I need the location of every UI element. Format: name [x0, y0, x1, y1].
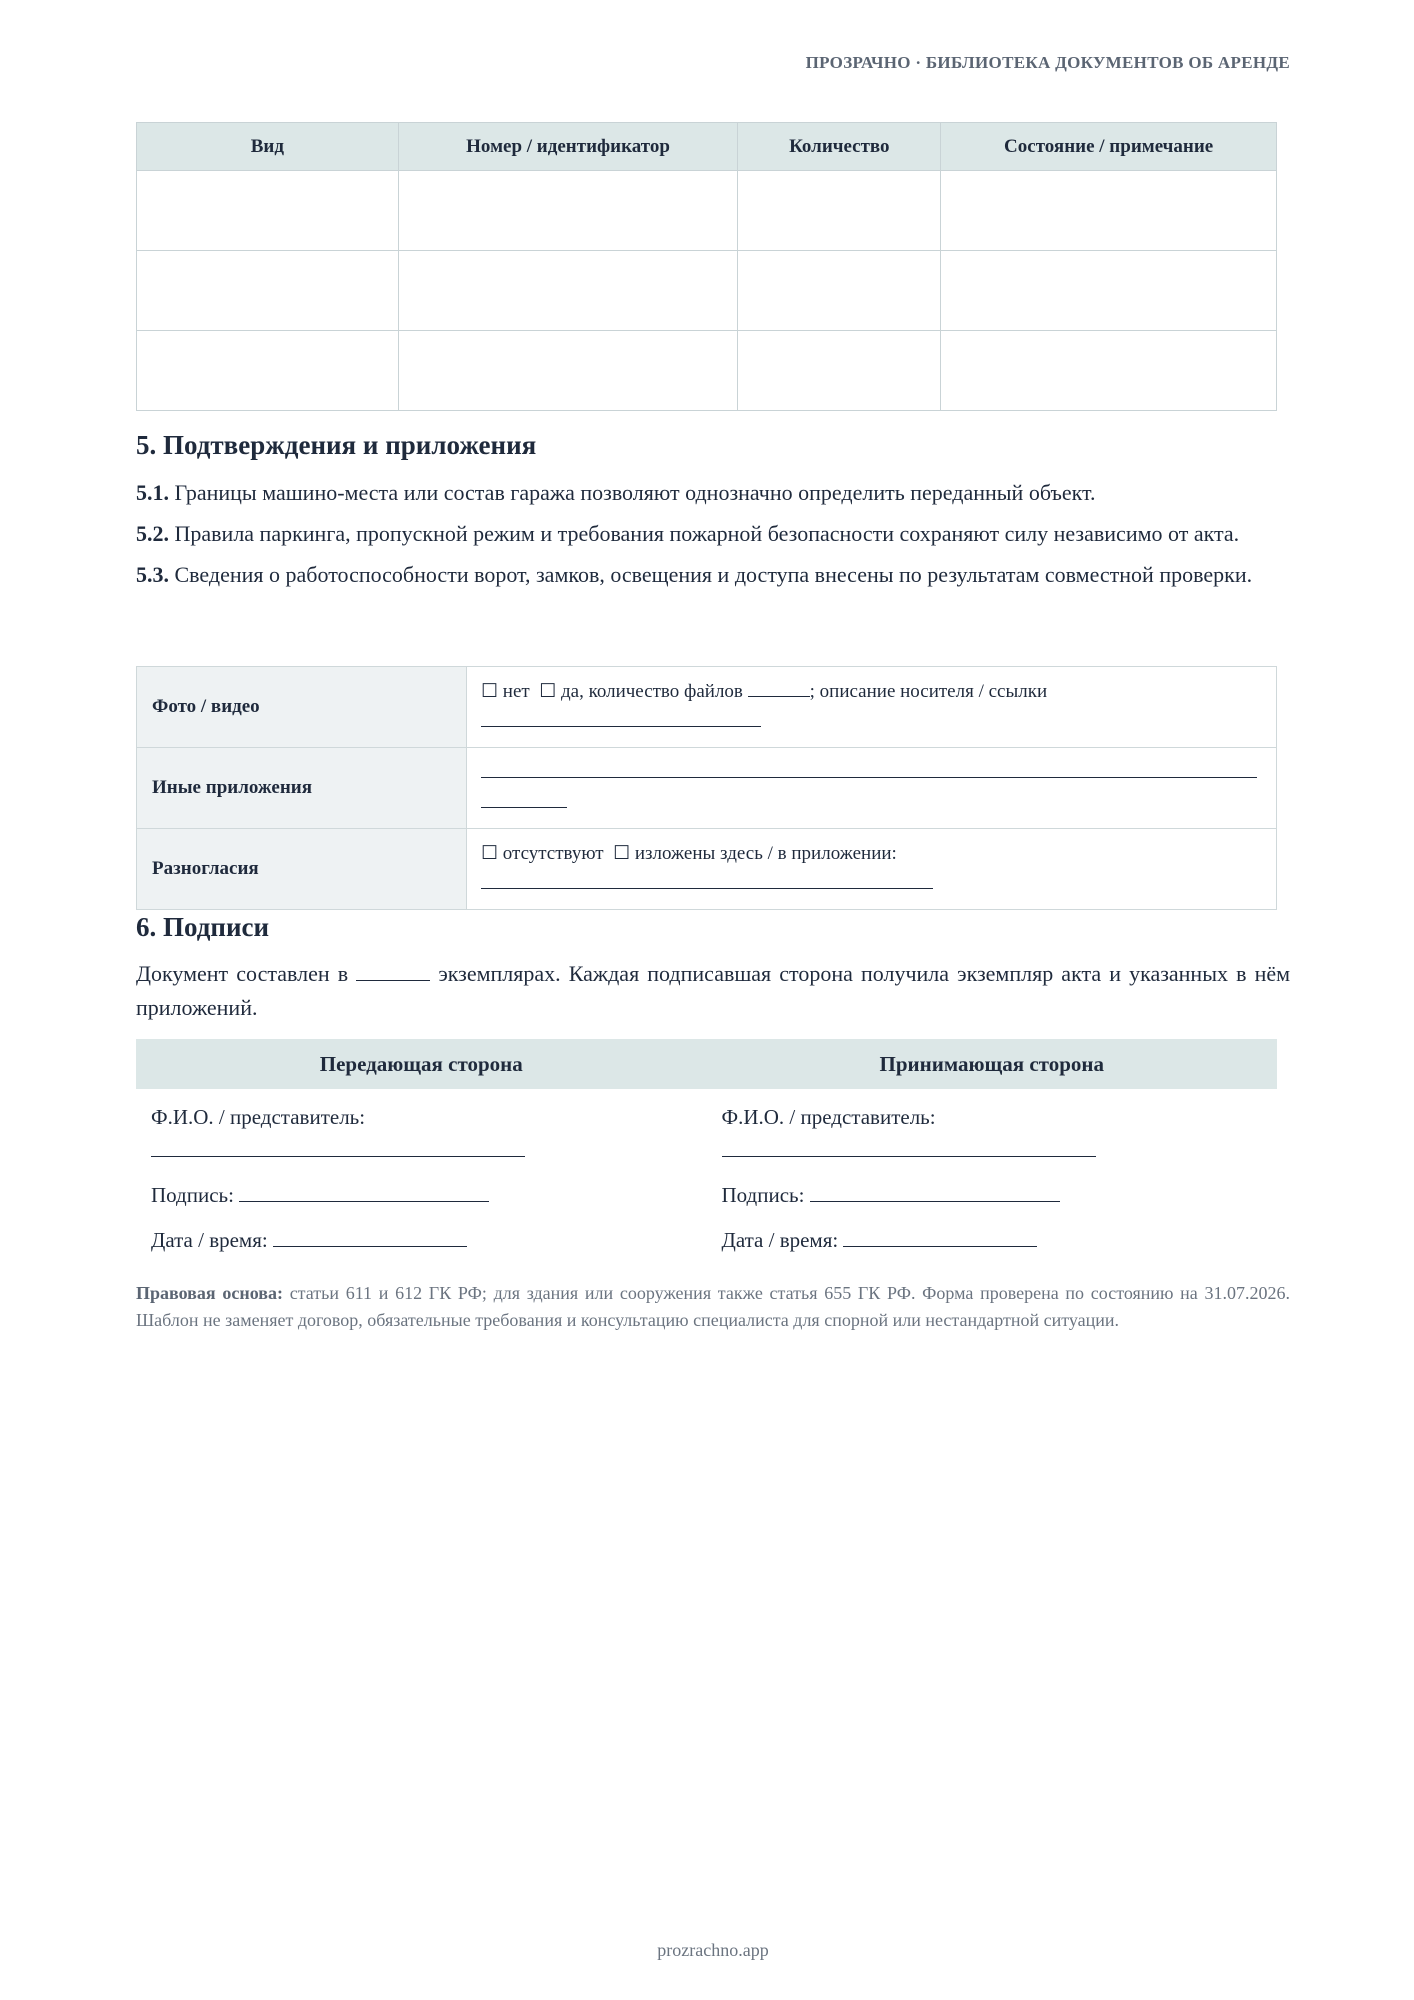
section-5-clauses — [136, 476, 1290, 599]
column-header: Номер / идентификатор — [398, 123, 738, 171]
sign-label: Подпись: — [721, 1183, 805, 1207]
attachment-label: Фото / видео — [137, 667, 467, 748]
disagreements-field[interactable] — [481, 870, 933, 889]
signatures-intro — [136, 957, 1290, 1025]
column-header: Вид — [137, 123, 399, 171]
section-5-title: 5. Подтверждения и приложения — [136, 430, 537, 460]
other-attachments-field[interactable] — [481, 759, 1257, 778]
signature-field[interactable] — [810, 1181, 1060, 1202]
attachment-value — [467, 748, 1277, 829]
clause-5-3 — [136, 558, 1290, 591]
date-field[interactable] — [273, 1226, 467, 1247]
clause-5-2 — [136, 517, 1290, 550]
table-cell[interactable] — [941, 251, 1277, 331]
table-cell[interactable] — [398, 331, 738, 411]
clause-text: Границы машино-места или состав гаража позволяют однозначно определить переданный объект. — [174, 480, 1096, 505]
clause-number: 5.1. — [136, 480, 169, 505]
attachment-value — [467, 667, 1277, 748]
files-count-field[interactable] — [748, 678, 810, 697]
items-table — [136, 122, 1277, 411]
copies-count-field[interactable] — [356, 959, 430, 981]
table-cell[interactable] — [137, 171, 399, 251]
name-field[interactable] — [151, 1136, 525, 1157]
table-cell[interactable] — [137, 331, 399, 411]
signatures-header — [136, 1039, 1277, 1089]
date-field[interactable] — [843, 1226, 1037, 1247]
intro-text: Документ составлен в — [136, 961, 349, 986]
receiving-party-title: Принимающая сторона — [707, 1039, 1278, 1089]
name-label: Ф.И.О. / представитель: — [721, 1105, 936, 1129]
name-label: Ф.И.О. / представитель: — [151, 1105, 366, 1129]
column-header: Состояние / примечание — [941, 123, 1277, 171]
legal-basis-note — [136, 1280, 1290, 1334]
signatures-table — [136, 1039, 1277, 1269]
attachments-table — [136, 666, 1277, 910]
table-cell[interactable] — [398, 251, 738, 331]
column-header: Количество — [738, 123, 941, 171]
legal-basis-label: Правовая основа: — [136, 1283, 283, 1303]
table-cell[interactable] — [941, 171, 1277, 251]
clause-number: 5.2. — [136, 521, 169, 546]
attachment-row-other — [137, 748, 1277, 829]
checkbox-stated[interactable]: ☐ изложены здесь / в приложении: — [613, 843, 897, 864]
checkbox-no[interactable]: ☐ нет — [481, 681, 530, 702]
attachment-value — [467, 829, 1277, 910]
table-cell[interactable] — [738, 331, 941, 411]
date-label: Дата / время: — [151, 1228, 268, 1252]
clause-5-1 — [136, 476, 1290, 509]
media-link-field[interactable] — [481, 708, 761, 727]
intro-text: экземплярах. Каждая подписавшая сторона получила экземпляр акта и указанных в нём приложений. — [136, 961, 1291, 1020]
sign-label: Подпись: — [151, 1183, 234, 1207]
page-footer: prozrachno.app — [657, 1940, 769, 1960]
table-row — [137, 171, 1277, 251]
page-header: ПРОЗРАЧНО · БИБЛИОТЕКА ДОКУМЕНТОВ ОБ АРЕНДЕ — [805, 53, 1290, 72]
name-field[interactable] — [722, 1136, 1096, 1157]
table-row — [137, 331, 1277, 411]
signature-field[interactable] — [239, 1181, 489, 1202]
attachment-row-disagreements — [137, 829, 1277, 910]
media-description-label: ; описание носителя / ссылки — [809, 681, 1048, 702]
table-row — [137, 251, 1277, 331]
table-cell[interactable] — [738, 171, 941, 251]
transferring-party-title: Передающая сторона — [136, 1039, 707, 1089]
attachment-label: Разногласия — [137, 829, 467, 910]
other-attachments-field-cont[interactable] — [481, 789, 567, 808]
attachment-label: Иные приложения — [137, 748, 467, 829]
section-6-title: 6. Подписи — [136, 912, 270, 942]
clause-text: Сведения о работоспособности ворот, замков, освещения и доступа внесены по результатам совместной проверки. — [174, 562, 1253, 587]
table-cell[interactable] — [738, 251, 941, 331]
clause-text: Правила паркинга, пропускной режим и требования пожарной безопасности сохраняют силу независимо от акта. — [174, 521, 1240, 546]
checkbox-absent[interactable]: ☐ отсутствуют — [481, 843, 604, 864]
date-label: Дата / время: — [721, 1228, 839, 1252]
clause-number: 5.3. — [136, 562, 169, 587]
table-cell[interactable] — [137, 251, 399, 331]
document-page — [136, 0, 1290, 2000]
table-cell[interactable] — [941, 331, 1277, 411]
transferring-party-block — [136, 1089, 707, 1269]
table-cell[interactable] — [398, 171, 738, 251]
items-table-header — [137, 123, 1277, 171]
signatures-body — [136, 1089, 1277, 1269]
checkbox-yes[interactable]: ☐ да, количество файлов — [539, 681, 743, 702]
receiving-party-block — [707, 1089, 1278, 1269]
attachment-row-photo — [137, 667, 1277, 748]
legal-basis-text: статьи 611 и 612 ГК РФ; для здания или сооружения также статья 655 ГК РФ. Форма проверена по состоянию на 31.07.2026. Шаблон не заменяет договор, обязательные требования и консультацию специалиста для спорной или нестандартной ситуации. — [136, 1283, 1291, 1330]
